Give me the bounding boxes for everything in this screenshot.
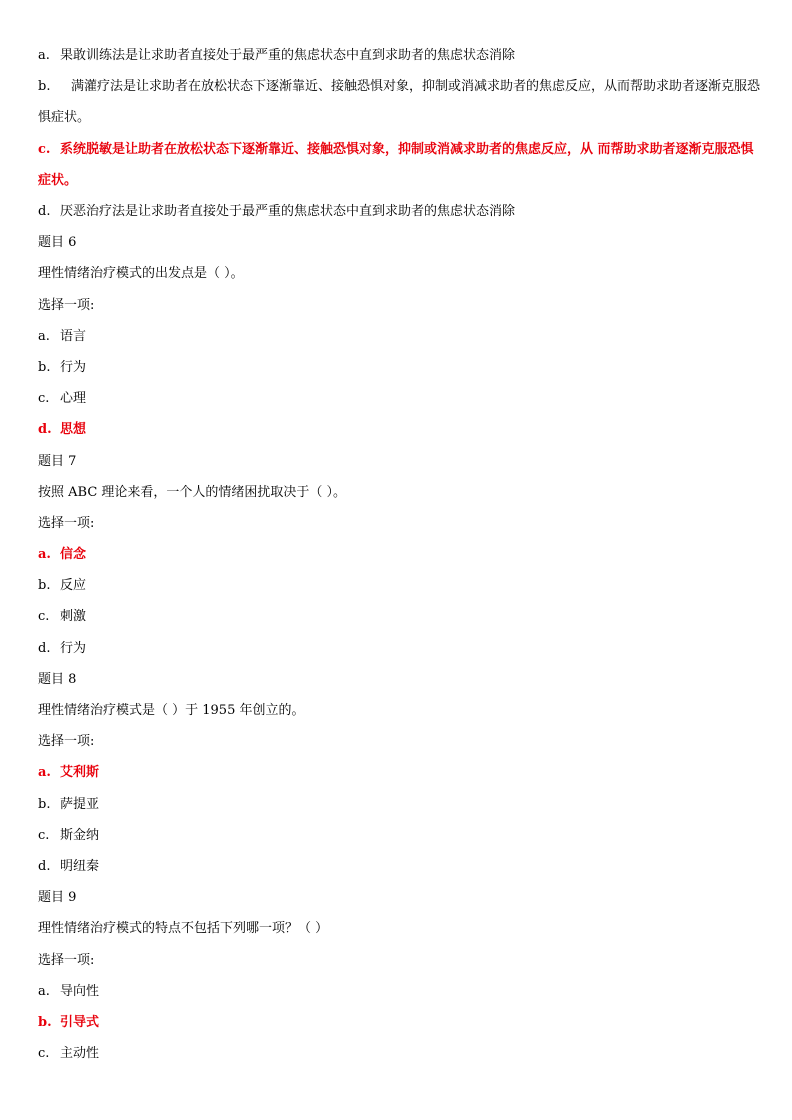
- q5-option-d: [38, 196, 760, 227]
- q7-option-d: [38, 633, 760, 664]
- option-letter: b.: [38, 796, 51, 812]
- question-stem: 理性情绪治疗模式是（ ）于 1955 年创立的。: [38, 703, 305, 718]
- q5-option-a: [38, 40, 760, 71]
- option-text: 行为: [60, 640, 87, 656]
- q8-option-c: [38, 820, 760, 851]
- select-prompt: 选择一项:: [38, 734, 95, 750]
- option-letter: d.: [38, 422, 52, 438]
- option-text: 斯金纳: [60, 827, 100, 843]
- select-prompt: 选择一项:: [38, 952, 95, 968]
- option-letter: b.: [38, 578, 51, 594]
- q8-option-b: [38, 789, 760, 820]
- question-title: 题目 8: [38, 671, 77, 687]
- q9-option-c: [38, 1038, 760, 1069]
- option-letter: c.: [38, 141, 51, 157]
- q9-option-b-correct: [38, 1007, 760, 1038]
- q8-option-d: [38, 851, 760, 882]
- select-prompt: 选择一项:: [38, 297, 95, 313]
- question-stem: 按照 ABC 理论来看，一个人的情绪困扰取决于（ ）。: [38, 484, 347, 500]
- option-text: 反应: [60, 578, 87, 594]
- option-text: 明纽秦: [60, 858, 100, 874]
- option-text: 引导式: [60, 1014, 100, 1030]
- option-letter: d.: [38, 640, 51, 656]
- question-title: 题目 7: [38, 453, 77, 469]
- option-letter: c.: [38, 1046, 50, 1062]
- option-letter: c.: [38, 827, 50, 843]
- question-title: 题目 6: [38, 235, 77, 251]
- question-title: 题目 9: [38, 890, 77, 906]
- option-text: 主动性: [60, 1046, 100, 1062]
- q7-option-c: [38, 601, 760, 632]
- q6-option-c: [38, 383, 760, 414]
- option-letter: a.: [38, 547, 51, 563]
- option-letter: b.: [38, 359, 51, 375]
- option-letter: c.: [38, 391, 50, 407]
- option-letter: d.: [38, 858, 51, 874]
- option-text: 行为: [60, 359, 87, 375]
- q5-option-b: [38, 71, 760, 133]
- option-text: 系统脱敏是让助者在放松状态下逐渐靠近、接触恐惧对象，抑制或消减求助者的焦虑反应，从 而帮助求助者逐渐克服恐惧症状。: [38, 141, 754, 188]
- option-text: 思想: [60, 422, 87, 438]
- option-text: 厌恶治疗法是让求助者直接处于最严重的焦虑状态中直到求助者的焦虑状态消除: [60, 204, 516, 219]
- option-letter: b.: [38, 1014, 52, 1030]
- option-letter: d.: [38, 204, 51, 219]
- option-text: 刺激: [60, 609, 87, 625]
- select-prompt: 选择一项:: [38, 515, 95, 531]
- option-letter: a.: [38, 765, 51, 781]
- document-page: [38, 40, 760, 1069]
- option-text: 果敢训练法是让求助者直接处于最严重的焦虑状态中直到求助者的焦虑状态消除: [60, 48, 516, 63]
- option-text: 心理: [60, 391, 87, 407]
- option-text: 萨提亚: [60, 796, 100, 812]
- q8-option-a-correct: [38, 757, 760, 788]
- q7-option-b: [38, 570, 760, 601]
- option-text: 语言: [60, 328, 87, 344]
- option-letter: a.: [38, 328, 50, 344]
- q9-option-a: [38, 976, 760, 1007]
- option-text: 导向性: [60, 983, 100, 999]
- option-letter: a.: [38, 983, 50, 999]
- option-letter: a.: [38, 48, 50, 63]
- option-letter: b.: [38, 79, 51, 95]
- option-text: 信念: [60, 547, 87, 563]
- q6-option-d-correct: [38, 414, 760, 445]
- q6-option-b: [38, 352, 760, 383]
- option-text: 艾利斯: [60, 765, 100, 781]
- q7-option-a-correct: [38, 539, 760, 570]
- option-letter: c.: [38, 609, 50, 625]
- q6-option-a: [38, 321, 760, 352]
- question-stem: 理性情绪治疗模式的出发点是（ ）。: [38, 266, 244, 282]
- option-text: 满灌疗法是让求助者在放松状态下逐渐靠近、接触恐惧对象，抑制或消减求助者的焦虑反应，从而帮助求助者逐渐克服恐惧症状。: [38, 79, 761, 126]
- q5-option-c-correct: [38, 134, 760, 196]
- question-stem: 理性情绪治疗模式的特点不包括下列哪一项？（ ）: [38, 921, 329, 937]
